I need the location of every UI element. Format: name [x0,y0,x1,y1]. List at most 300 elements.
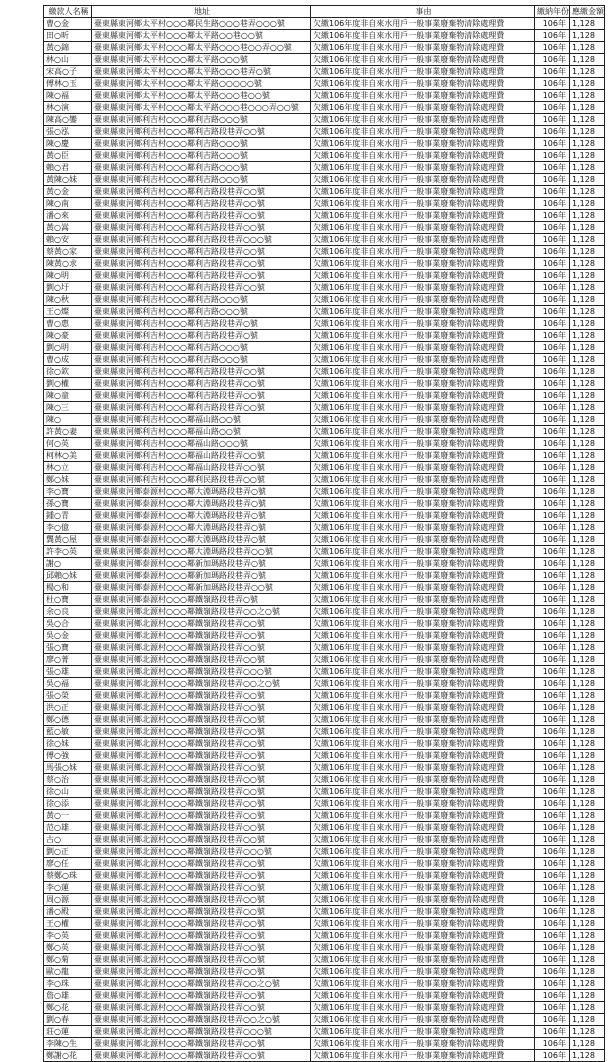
cell-address: 臺東縣東河鄉北源村○○○鄰鐵嶺路段巷弄○○號 [92,762,311,774]
table-row [44,858,605,870]
cell-year: 106年 [535,246,570,258]
cell-payer: 劉○圩 [44,282,92,294]
cell-address: 臺東縣東河鄉利吉村○○○鄰利吉路段巷弄○○號 [92,378,311,390]
cell-amount: 1,128 [570,678,605,690]
table-row [44,186,605,198]
cell-address: 臺東縣東河鄉北源村○○○鄰鐵嶺路段巷弄○○○號 [92,1026,311,1038]
cell-reason: 欠繳106年度非自來水用戶一般事業廢棄物清除處理費 [311,786,535,798]
table-row [44,102,605,114]
table-row [44,498,605,510]
table-row [44,678,605,690]
cell-address: 臺東縣東河鄉泰源村○○○鄰大淵瑪路段巷弄○號 [92,522,311,534]
cell-amount: 1,128 [570,174,605,186]
cell-reason: 欠繳106年度非自來水用戶一般事業廢棄物清除處理費 [311,918,535,930]
cell-year: 106年 [535,1014,570,1026]
cell-payer: 洪○正 [44,702,92,714]
cell-amount: 1,128 [570,798,605,810]
cell-reason: 欠繳106年度非自來水用戶一般事業廢棄物清除處理費 [311,1026,535,1038]
fee-table [43,5,605,1062]
cell-year: 106年 [535,606,570,618]
cell-year: 106年 [535,558,570,570]
cell-amount: 1,128 [570,282,605,294]
cell-year: 106年 [535,978,570,990]
cell-year: 106年 [535,198,570,210]
cell-year: 106年 [535,726,570,738]
cell-payer: 許黃○妻 [44,426,92,438]
cell-address: 臺東縣東河鄉北源村○○○鄰鐵嶺路段巷弄○○號 [92,786,311,798]
cell-reason: 欠繳106年度非自來水用戶一般事業廢棄物清除處理費 [311,678,535,690]
cell-amount: 1,128 [570,342,605,354]
cell-reason: 欠繳106年度非自來水用戶一般事業廢棄物清除處理費 [311,870,535,882]
cell-year: 106年 [535,210,570,222]
table-row [44,234,605,246]
cell-year: 106年 [535,762,570,774]
table-row [44,690,605,702]
cell-address: 臺東縣東河鄉北源村○○○鄰鐵嶺路段巷弄○○號 [92,870,311,882]
cell-amount: 1,128 [570,414,605,426]
table-row [44,1026,605,1038]
cell-amount: 1,128 [570,294,605,306]
cell-payer: 鄭○德 [44,714,92,726]
cell-amount: 1,128 [570,438,605,450]
table-row [44,282,605,294]
cell-payer: 李陳○生 [44,1038,92,1050]
cell-reason: 欠繳106年度非自來水用戶一般事業廢棄物清除處理費 [311,474,535,486]
cell-payer: 黃○錦 [44,42,92,54]
cell-year: 106年 [535,714,570,726]
cell-year: 106年 [535,1026,570,1038]
cell-address: 臺東縣東河鄉北源村○○○鄰鐵嶺路段巷弄○○號 [92,750,311,762]
cell-address: 臺東縣東河鄉利吉村○○○鄰利吉路段巷弄○○號 [92,246,311,258]
table-row [44,822,605,834]
cell-amount: 1,128 [570,234,605,246]
cell-reason: 欠繳106年度非自來水用戶一般事業廢棄物清除處理費 [311,690,535,702]
cell-payer: 田○昕 [44,30,92,42]
cell-year: 106年 [535,798,570,810]
table-row [44,906,605,918]
cell-payer: 徐○妹 [44,738,92,750]
cell-payer: 鄭○花 [44,1002,92,1014]
cell-year: 106年 [535,834,570,846]
table-row [44,42,605,54]
table-row [44,342,605,354]
cell-address: 臺東縣東河鄉利吉村○○○鄰利吉路○○○號 [92,162,311,174]
cell-payer: 陳黃○求 [44,258,92,270]
table-row [44,126,605,138]
cell-reason: 欠繳106年度非自來水用戶一般事業廢棄物清除處理費 [311,54,535,66]
cell-reason: 欠繳106年度非自來水用戶一般事業廢棄物清除處理費 [311,138,535,150]
cell-year: 106年 [535,846,570,858]
cell-amount: 1,128 [570,546,605,558]
cell-year: 106年 [535,450,570,462]
cell-year: 106年 [535,858,570,870]
cell-payer: 周○源 [44,894,92,906]
cell-year: 106年 [535,162,570,174]
cell-address: 臺東縣東河鄉利吉村○○○鄰利吉路段巷弄○○號 [92,282,311,294]
table-row [44,522,605,534]
table-row [44,114,605,126]
table-row [44,870,605,882]
cell-year: 106年 [535,66,570,78]
cell-payer: 李○蓮 [44,882,92,894]
table-row [44,330,605,342]
cell-payer: 蔡○治 [44,774,92,786]
table-row [44,1038,605,1050]
cell-address: 臺東縣東河鄉北源村○○○鄰鐵嶺路段巷弄○○號 [92,834,311,846]
cell-amount: 1,128 [570,618,605,630]
table-row [44,366,605,378]
cell-year: 106年 [535,378,570,390]
cell-address: 臺東縣東河鄉北源村○○○鄰鐵嶺路段巷弄○○號 [92,714,311,726]
header-reason: 事由 [311,6,535,18]
table-row [44,810,605,822]
table-row [44,450,605,462]
cell-year: 106年 [535,150,570,162]
table-row [44,654,605,666]
cell-payer: 張○泓 [44,126,92,138]
table-row [44,246,605,258]
cell-reason: 欠繳106年度非自來水用戶一般事業廢棄物清除處理費 [311,846,535,858]
cell-payer: 徐○山 [44,786,92,798]
cell-reason: 欠繳106年度非自來水用戶一般事業廢棄物清除處理費 [311,954,535,966]
cell-address: 臺東縣東河鄉北源村○○○鄰鐵嶺路段巷弄○○號 [92,918,311,930]
cell-reason: 欠繳106年度非自來水用戶一般事業廢棄物清除處理費 [311,126,535,138]
cell-amount: 1,128 [570,1014,605,1026]
cell-reason: 欠繳106年度非自來水用戶一般事業廢棄物清除處理費 [311,594,535,606]
cell-reason: 欠繳106年度非自來水用戶一般事業廢棄物清除處理費 [311,906,535,918]
table-row [44,150,605,162]
cell-amount: 1,128 [570,654,605,666]
cell-payer: 王○燦 [44,306,92,318]
cell-address: 臺東縣東河鄉利吉村○○○鄰福山路段巷弄○○號 [92,462,311,474]
cell-reason: 欠繳106年度非自來水用戶一般事業廢棄物清除處理費 [311,630,535,642]
table-row [44,390,605,402]
table-row [44,618,605,630]
cell-year: 106年 [535,582,570,594]
cell-reason: 欠繳106年度非自來水用戶一般事業廢棄物清除處理費 [311,930,535,942]
cell-reason: 欠繳106年度非自來水用戶一般事業廢棄物清除處理費 [311,90,535,102]
cell-address: 臺東縣東河鄉北源村○○○鄰鐵嶺路段巷弄○○號 [92,690,311,702]
cell-address: 臺東縣東河鄉太平村○○○鄰太平路○○○號 [92,54,311,66]
cell-reason: 欠繳106年度非自來水用戶一般事業廢棄物清除處理費 [311,522,535,534]
cell-payer: 黃陳○妹 [44,174,92,186]
cell-payer: 林○演 [44,102,92,114]
cell-address: 臺東縣東河鄉北源村○○○鄰鐵嶺路段巷弄○○號 [92,738,311,750]
cell-reason: 欠繳106年度非自來水用戶一般事業廢棄物清除處理費 [311,402,535,414]
cell-reason: 欠繳106年度非自來水用戶一般事業廢棄物清除處理費 [311,306,535,318]
table-row [44,594,605,606]
cell-year: 106年 [535,594,570,606]
cell-year: 106年 [535,126,570,138]
cell-year: 106年 [535,738,570,750]
cell-address: 臺東縣東河鄉北源村○○○鄰鐵嶺路段巷弄○○號 [92,858,311,870]
cell-reason: 欠繳106年度非自來水用戶一般事業廢棄物清除處理費 [311,354,535,366]
cell-payer: 歐○龍 [44,966,92,978]
cell-reason: 欠繳106年度非自來水用戶一般事業廢棄物清除處理費 [311,570,535,582]
cell-amount: 1,128 [570,774,605,786]
cell-reason: 欠繳106年度非自來水用戶一般事業廢棄物清除處理費 [311,270,535,282]
cell-reason: 欠繳106年度非自來水用戶一般事業廢棄物清除處理費 [311,342,535,354]
cell-amount: 1,128 [570,222,605,234]
table-row [44,954,605,966]
cell-amount: 1,128 [570,570,605,582]
cell-reason: 欠繳106年度非自來水用戶一般事業廢棄物清除處理費 [311,330,535,342]
cell-reason: 欠繳106年度非自來水用戶一般事業廢棄物清除處理費 [311,666,535,678]
table-row [44,834,605,846]
cell-year: 106年 [535,534,570,546]
cell-payer: 黃○嵩 [44,222,92,234]
cell-payer: 賴○君 [44,162,92,174]
cell-payer: 杜○寶 [44,594,92,606]
table-row [44,510,605,522]
cell-amount: 1,128 [570,18,605,30]
table-row [44,1050,605,1062]
cell-address: 臺東縣東河鄉利吉村○○○鄰利吉路○○○號 [92,174,311,186]
cell-address: 臺東縣東河鄉北源村○○○鄰鐵嶺路段巷弄○○號 [92,1038,311,1050]
cell-address: 臺東縣東河鄉太平村○○○鄰太平路○○○巷○○弄○○號 [92,42,311,54]
table-row [44,78,605,90]
table-row [44,222,605,234]
cell-payer: 莊○蓮 [44,1026,92,1038]
cell-address: 臺東縣東河鄉北源村○○○鄰鐵嶺路段巷弄○○號 [92,882,311,894]
cell-year: 106年 [535,222,570,234]
cell-amount: 1,128 [570,738,605,750]
cell-reason: 欠繳106年度非自來水用戶一般事業廢棄物清除處理費 [311,498,535,510]
cell-amount: 1,128 [570,978,605,990]
cell-amount: 1,128 [570,258,605,270]
cell-payer: 鄭○菊 [44,954,92,966]
cell-amount: 1,128 [570,1038,605,1050]
cell-reason: 欠繳106年度非自來水用戶一般事業廢棄物清除處理費 [311,1038,535,1050]
cell-amount: 1,128 [570,354,605,366]
cell-amount: 1,128 [570,666,605,678]
cell-address: 臺東縣東河鄉北源村○○○鄰鐵嶺路段巷弄○○號 [92,1002,311,1014]
cell-payer: 鄭謝○花 [44,1050,92,1062]
cell-payer: 孫○寶 [44,498,92,510]
cell-payer: 陳○ [44,414,92,426]
cell-payer: 鄭○英 [44,942,92,954]
cell-address: 臺東縣東河鄉太平村○○○鄰太平路○○○巷○○號 [92,90,311,102]
cell-amount: 1,128 [570,642,605,654]
cell-payer: 陳高○鑾 [44,114,92,126]
cell-address: 臺東縣東河鄉北源村○○○鄰鐵嶺路段巷弄○○號 [92,726,311,738]
table-row [44,1002,605,1014]
cell-amount: 1,128 [570,822,605,834]
table-row [44,546,605,558]
cell-reason: 欠繳106年度非自來水用戶一般事業廢棄物清除處理費 [311,990,535,1002]
cell-address: 臺東縣東河鄉北源村○○○鄰鐵嶺路段巷弄○○號 [92,630,311,642]
cell-amount: 1,128 [570,246,605,258]
cell-amount: 1,128 [570,462,605,474]
cell-reason: 欠繳106年度非自來水用戶一般事業廢棄物清除處理費 [311,438,535,450]
table-row [44,582,605,594]
cell-reason: 欠繳106年度非自來水用戶一般事業廢棄物清除處理費 [311,558,535,570]
table-row [44,786,605,798]
table-row [44,978,605,990]
cell-amount: 1,128 [570,690,605,702]
cell-payer: 吳○合 [44,618,92,630]
cell-address: 臺東縣東河鄉利吉村○○○鄰利吉路○○○號 [92,342,311,354]
header-address: 地址 [92,6,311,18]
cell-reason: 欠繳106年度非自來水用戶一般事業廢棄物清除處理費 [311,462,535,474]
cell-address: 臺東縣東河鄉北源村○○○鄰鐵嶺路段巷弄○○號 [92,894,311,906]
cell-amount: 1,128 [570,474,605,486]
cell-reason: 欠繳106年度非自來水用戶一般事業廢棄物清除處理費 [311,318,535,330]
cell-year: 106年 [535,894,570,906]
cell-reason: 欠繳106年度非自來水用戶一般事業廢棄物清除處理費 [311,546,535,558]
cell-address: 臺東縣東河鄉北源村○○○鄰鐵嶺路段巷弄○○號 [92,822,311,834]
cell-year: 106年 [535,390,570,402]
cell-address: 臺東縣東河鄉利吉村○○○鄰利吉路段巷弄○○號 [92,210,311,222]
cell-year: 106年 [535,426,570,438]
cell-reason: 欠繳106年度非自來水用戶一般事業廢棄物清除處理費 [311,102,535,114]
table-row [44,738,605,750]
cell-amount: 1,128 [570,558,605,570]
table-row [44,666,605,678]
cell-amount: 1,128 [570,726,605,738]
cell-year: 106年 [535,318,570,330]
table-row [44,774,605,786]
table-row [44,882,605,894]
table-row [44,642,605,654]
cell-reason: 欠繳106年度非自來水用戶一般事業廢棄物清除處理費 [311,510,535,522]
cell-payer: 楊○和 [44,582,92,594]
cell-payer: 劉○明 [44,342,92,354]
cell-address: 臺東縣東河鄉北源村○○○鄰鐵嶺路段巷弄○○之○號 [92,978,311,990]
cell-amount: 1,128 [570,594,605,606]
cell-address: 臺東縣東河鄉北源村○○○鄰鐵嶺路段巷弄○○號 [92,774,311,786]
cell-amount: 1,128 [570,66,605,78]
cell-reason: 欠繳106年度非自來水用戶一般事業廢棄物清除處理費 [311,426,535,438]
cell-payer: 徐○添 [44,798,92,810]
cell-year: 106年 [535,618,570,630]
cell-payer: 邱賴○妹 [44,570,92,582]
cell-address: 臺東縣東河鄉泰源村○○○鄰大淵瑪路段巷弄○號 [92,510,311,522]
cell-amount: 1,128 [570,762,605,774]
cell-reason: 欠繳106年度非自來水用戶一般事業廢棄物清除處理費 [311,810,535,822]
cell-amount: 1,128 [570,186,605,198]
cell-amount: 1,128 [570,198,605,210]
cell-payer: 王○權 [44,918,92,930]
cell-year: 106年 [535,810,570,822]
cell-year: 106年 [535,930,570,942]
table-row [44,750,605,762]
cell-reason: 欠繳106年度非自來水用戶一般事業廢棄物清除處理費 [311,1014,535,1026]
cell-address: 臺東縣東河鄉北源村○○○鄰鐵嶺路段巷弄○○號 [92,954,311,966]
cell-reason: 欠繳106年度非自來水用戶一般事業廢棄物清除處理費 [311,774,535,786]
cell-address: 臺東縣東河鄉利吉村○○○鄰利吉路段巷弄○○號 [92,222,311,234]
cell-reason: 欠繳106年度非自來水用戶一般事業廢棄物清除處理費 [311,198,535,210]
cell-year: 106年 [535,90,570,102]
cell-address: 臺東縣東河鄉利吉村○○○鄰利吉路段巷弄○○號 [92,366,311,378]
cell-amount: 1,128 [570,918,605,930]
cell-year: 106年 [535,234,570,246]
cell-payer: 潘○殿 [44,906,92,918]
cell-year: 106年 [535,774,570,786]
cell-reason: 欠繳106年度非自來水用戶一般事業廢棄物清除處理費 [311,378,535,390]
cell-payer: 陳○童 [44,390,92,402]
cell-amount: 1,128 [570,378,605,390]
cell-amount: 1,128 [570,870,605,882]
cell-address: 臺東縣東河鄉北源村○○○鄰鐵嶺路段巷弄○○號 [92,798,311,810]
cell-year: 106年 [535,258,570,270]
cell-address: 臺東縣東河鄉利吉村○○○鄰利吉路○○○號 [92,114,311,126]
cell-amount: 1,128 [570,402,605,414]
cell-amount: 1,128 [570,786,605,798]
cell-amount: 1,128 [570,510,605,522]
cell-amount: 1,128 [570,498,605,510]
table-row [44,318,605,330]
cell-address: 臺東縣東河鄉泰源村○○○鄰大淵瑪路段巷弄○○號 [92,546,311,558]
cell-payer: 余○良 [44,606,92,618]
cell-payer: 潘○來 [44,210,92,222]
cell-reason: 欠繳106年度非自來水用戶一般事業廢棄物清除處理費 [311,282,535,294]
cell-year: 106年 [535,402,570,414]
cell-reason: 欠繳106年度非自來水用戶一般事業廢棄物清除處理費 [311,186,535,198]
header-year: 繳納年份 [535,6,570,18]
cell-year: 106年 [535,786,570,798]
cell-payer: 曹○成 [44,354,92,366]
cell-address: 臺東縣東河鄉利吉村○○○鄰利吉路段巷弄○○號 [92,186,311,198]
cell-year: 106年 [535,1002,570,1014]
cell-payer: 范○雄 [44,822,92,834]
cell-payer: 黃○金 [44,186,92,198]
cell-payer: 李○億 [44,522,92,534]
cell-address: 臺東縣東河鄉利吉村○○○鄰利吉路段巷弄○○號 [92,126,311,138]
cell-year: 106年 [535,690,570,702]
cell-payer: 劉○權 [44,378,92,390]
cell-reason: 欠繳106年度非自來水用戶一般事業廢棄物清除處理費 [311,366,535,378]
cell-reason: 欠繳106年度非自來水用戶一般事業廢棄物清除處理費 [311,534,535,546]
cell-year: 106年 [535,306,570,318]
table-row [44,90,605,102]
cell-address: 臺東縣東河鄉北源村○○○鄰鐵嶺路段巷弄○○號 [92,990,311,1002]
cell-reason: 欠繳106年度非自來水用戶一般事業廢棄物清除處理費 [311,114,535,126]
table-row [44,414,605,426]
cell-payer: 李○英 [44,930,92,942]
cell-payer: 柯林○美 [44,450,92,462]
cell-address: 臺東縣東河鄉太平村○○○鄰太平路○○○巷弄○號 [92,66,311,78]
table-row [44,918,605,930]
cell-payer: 曹○惠 [44,318,92,330]
cell-year: 106年 [535,822,570,834]
cell-address: 臺東縣東河鄉北源村○○○鄰鐵嶺路段巷弄○○號 [92,1050,311,1062]
table-row [44,714,605,726]
cell-address: 臺東縣東河鄉利吉村○○○鄰利吉路○○○號 [92,150,311,162]
cell-year: 106年 [535,870,570,882]
cell-amount: 1,128 [570,138,605,150]
cell-payer: 許李○英 [44,546,92,558]
cell-payer: 賴○安 [44,234,92,246]
cell-year: 106年 [535,138,570,150]
table-row [44,174,605,186]
cell-amount: 1,128 [570,90,605,102]
table-row [44,354,605,366]
cell-payer: 曹○金 [44,18,92,30]
cell-amount: 1,128 [570,390,605,402]
cell-payer: 陳○秋 [44,294,92,306]
cell-reason: 欠繳106年度非自來水用戶一般事業廢棄物清除處理費 [311,18,535,30]
cell-address: 臺東縣東河鄉利吉村○○○鄰利吉路段巷弄○○號 [92,258,311,270]
cell-address: 臺東縣東河鄉北源村○○○鄰鐵嶺路段巷弄○○號 [92,942,311,954]
cell-year: 106年 [535,1038,570,1050]
cell-reason: 欠繳106年度非自來水用戶一般事業廢棄物清除處理費 [311,858,535,870]
cell-amount: 1,128 [570,942,605,954]
cell-amount: 1,128 [570,330,605,342]
cell-address: 臺東縣東河鄉利吉村○○○鄰利吉路段巷弄○○○號 [92,234,311,246]
cell-reason: 欠繳106年度非自來水用戶一般事業廢棄物清除處理費 [311,762,535,774]
cell-amount: 1,128 [570,966,605,978]
